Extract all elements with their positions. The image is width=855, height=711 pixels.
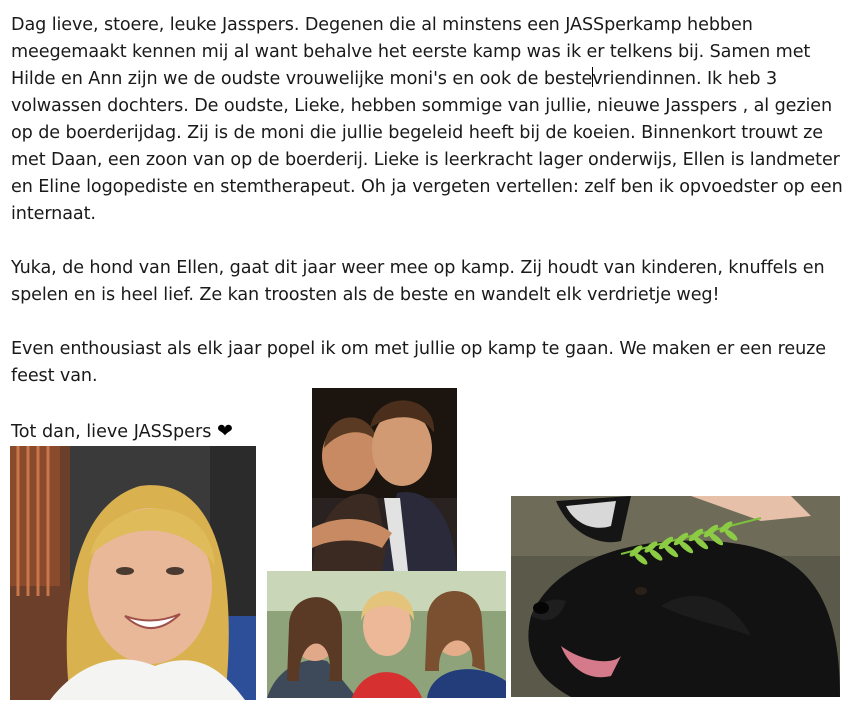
closing-text: Tot dan, lieve JASSpers bbox=[11, 422, 212, 442]
paragraph-dog: Yuka, de hond van Ellen, gaat dit jaar weer mee op kamp. Zij houdt van kinderen, knuffels en spelen en is heel lief. Ze kan troosten als de beste en wandelt elk verdrietje weg! bbox=[11, 258, 825, 305]
blank-line bbox=[11, 309, 851, 336]
heart-icon: ❤ bbox=[216, 420, 233, 442]
paragraph-enthusiasm: Even enthousiast als elk jaar popel ik om met jullie op kamp te gaan. We maken er een reuze feest van. bbox=[11, 339, 826, 386]
portrait-photo bbox=[10, 446, 256, 700]
closing-line bbox=[11, 418, 233, 446]
dog-photo bbox=[511, 496, 840, 697]
blank-line bbox=[11, 228, 851, 255]
document-body bbox=[11, 12, 851, 390]
paragraph-intro bbox=[11, 12, 851, 228]
paragraph-intro-part2: vriendinnen. Ik heb 3 volwassen dochters. De oudste, Lieke, hebben sommige van jullie, nieuwe Jasspers , al gezien op de boerderijdag. Zij is de moni die jullie begeleid heeft bij de koeien. Binnenkort trouwt ze met Daan, een zoon van op de boerderij. Lieke is leerkracht lager onderwijs, Ellen is landmeter en Eline logopediste en stemtherapeut. Oh ja vergeten vertellen: zelf ben ik opvoedster op een internaat. bbox=[11, 69, 843, 224]
paragraph-intro-part1: Dag lieve, stoere, leuke Jasspers. Degenen die al minstens een JASSperkamp hebben meegemaakt kennen mij al want behalve het eerste kamp was ik er telkens bij. Samen met Hilde en Ann zijn we de oudste vrouwelijke moni's en ook de beste bbox=[11, 15, 811, 89]
group-photo bbox=[267, 571, 506, 698]
couple-photo bbox=[312, 388, 457, 571]
